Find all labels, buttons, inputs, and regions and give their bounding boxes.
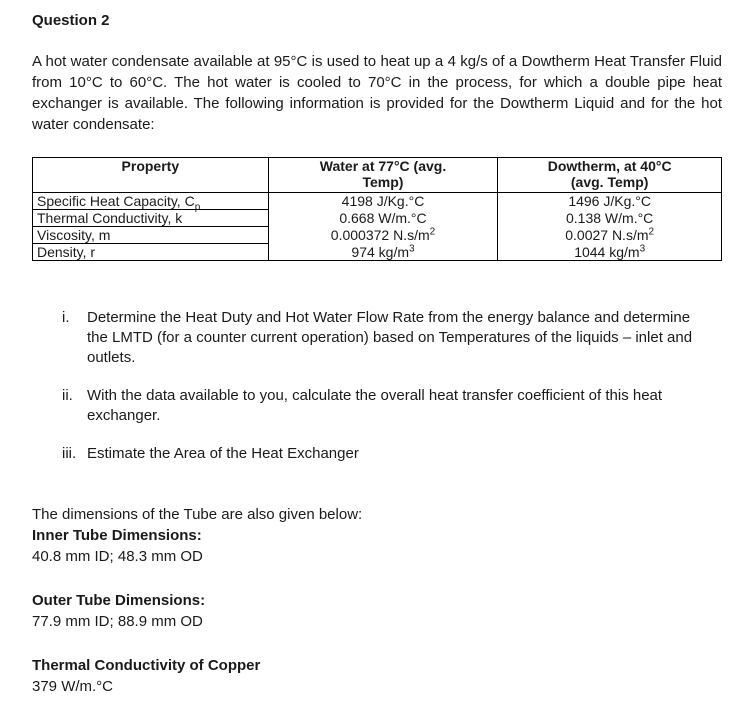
- table-row: [33, 227, 722, 244]
- dimensions-intro: The dimensions of the Tube are also given below:: [32, 506, 363, 523]
- question-title: Question 2: [32, 12, 110, 29]
- outer-tube-heading: Outer Tube Dimensions:: [32, 592, 206, 609]
- row-property: Viscosity, m: [33, 227, 269, 244]
- header-property: Property: [33, 158, 269, 193]
- row-water-value: 0.668 W/m.°C: [268, 210, 498, 227]
- row-dowtherm-value: 0.138 W/m.°C: [498, 210, 722, 227]
- task-text: Determine the Heat Duty and Hot Water Flow Rate from the energy balance and determine the LMTD (for a counter current operation) based on Temperatures of the liquids – inlet and outlets.: [87, 309, 693, 366]
- copper-conductivity-value: 379 W/m.°C: [32, 678, 114, 695]
- task-number: ii.: [62, 387, 73, 404]
- properties-table: [32, 157, 722, 261]
- inner-tube-value: 40.8 mm ID; 48.3 mm OD: [32, 548, 203, 565]
- row-property: Density, r: [33, 244, 269, 261]
- question-intro: A hot water condensate available at 95°C is used to heat up a 4 kg/s of a Dowtherm Heat Transfer Fluid from 10°C to 60°C. The hot water is cooled to 70°C in the process, for which a double pipe heat exchanger is available. The following information is provided for the Dowtherm Liquid and for the hot water condensate:: [32, 53, 722, 133]
- list-item: [62, 444, 712, 464]
- outer-tube-value: 77.9 mm ID; 88.9 mm OD: [32, 613, 203, 630]
- header-dowtherm: [498, 158, 722, 193]
- list-item: [62, 386, 712, 426]
- row-water-value: 0.000372 $N.s/m^2$: [268, 227, 498, 244]
- header-water-line2: Temp): [362, 174, 404, 190]
- copper-conductivity-heading: Thermal Conductivity of Copper: [32, 657, 261, 674]
- row-water-value: 974 $kg/m^3$: [268, 244, 498, 261]
- row-water-value: 4198 J/Kg.°C: [268, 193, 498, 210]
- header-water: [268, 158, 498, 193]
- task-number: i.: [62, 309, 70, 326]
- row-dowtherm-value: 1044 $kg/m^3$: [498, 244, 722, 261]
- row-dowtherm-value: 1496 J/Kg.°C: [498, 193, 722, 210]
- row-property: Thermal Conductivity, k: [33, 210, 269, 227]
- table-header-row: [33, 158, 722, 193]
- inner-tube-heading: Inner Tube Dimensions:: [32, 527, 202, 544]
- table-row: [33, 193, 722, 210]
- header-dowtherm-line2: (avg. Temp): [570, 174, 649, 190]
- header-dowtherm-line1: Dowtherm, at 40°C: [547, 158, 672, 174]
- task-text: Estimate the Area of the Heat Exchanger: [87, 445, 359, 462]
- header-water-line1: Water at 77°C (avg.: [319, 158, 447, 174]
- task-number: iii.: [62, 445, 77, 462]
- task-text: With the data available to you, calculate the overall heat transfer coefficient of this heat exchanger.: [87, 387, 663, 424]
- table-row: [33, 210, 722, 227]
- row-property: Specific Heat Capacity, $C_p$: [33, 193, 269, 210]
- table-row: [33, 244, 722, 261]
- list-item: [62, 308, 712, 368]
- row-dowtherm-value: 0.0027 $N.s/m^2$: [498, 227, 722, 244]
